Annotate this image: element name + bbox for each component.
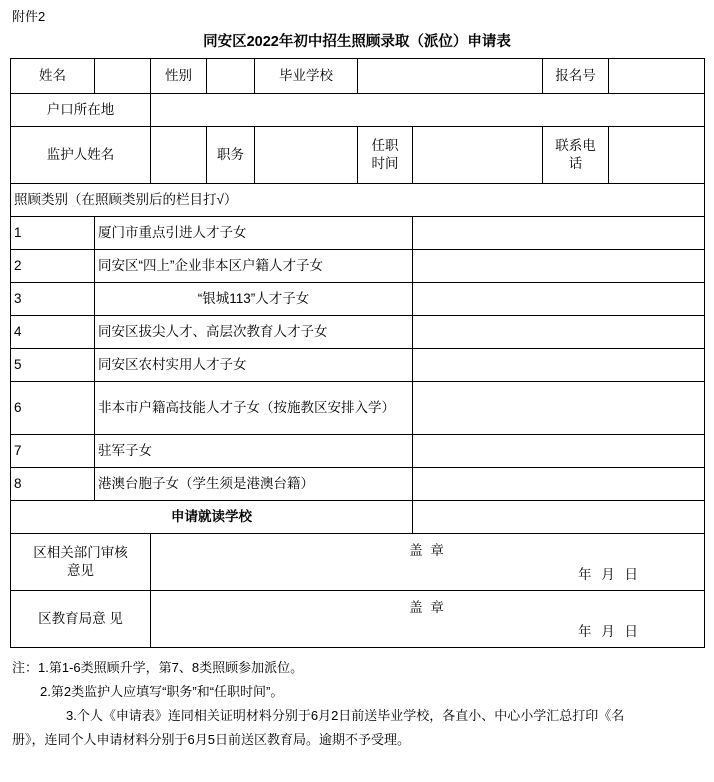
category-check[interactable] xyxy=(413,217,705,250)
application-form-table xyxy=(10,58,705,648)
phone-label-line2: 话 xyxy=(568,156,583,171)
category-check[interactable] xyxy=(413,382,705,435)
category-index: 4 xyxy=(11,316,95,349)
table-row xyxy=(11,349,705,382)
name-value[interactable] xyxy=(95,59,151,94)
category-label: 驻军子女 xyxy=(95,435,413,468)
notes-heading: 注： xyxy=(12,660,39,675)
table-row xyxy=(11,435,705,468)
position-label: 职务 xyxy=(207,127,255,184)
note-item-1 xyxy=(10,656,704,680)
category-index: 3 xyxy=(11,283,95,316)
name-label: 姓名 xyxy=(11,59,95,94)
appointment-time-value[interactable] xyxy=(413,127,543,184)
table-row-household xyxy=(11,94,705,127)
stamp-text: 盖 章 xyxy=(409,543,446,558)
table-row-category-header xyxy=(11,184,705,217)
position-value[interactable] xyxy=(255,127,358,184)
bureau-label: 区教育局意 见 xyxy=(11,591,151,648)
category-header: 照顾类别（在照顾类别后的栏目打√） xyxy=(11,184,705,217)
date-text: 年 月 日 xyxy=(577,624,641,639)
table-row-bureau-opinion xyxy=(11,591,705,648)
category-label: 同安区农村实用人才子女 xyxy=(95,349,413,382)
table-row xyxy=(11,382,705,435)
apply-school-value[interactable] xyxy=(413,501,705,534)
table-row xyxy=(11,468,705,501)
category-label: 非本市户籍高技能人才子女（按施教区安排入学） xyxy=(95,382,413,435)
note-item-4: 册》，连同个人申请材料分别于6月5日前送区教育局。逾期不予受理。 xyxy=(12,732,410,747)
category-index: 6 xyxy=(11,382,95,435)
attachment-label: 附件2 xyxy=(12,9,46,24)
category-index: 8 xyxy=(11,468,95,501)
table-row-district-review xyxy=(11,534,705,591)
apply-school-label: 申请就读学校 xyxy=(11,501,413,534)
household-label: 户口所在地 xyxy=(11,94,151,127)
category-label: 厦门市重点引进人才子女 xyxy=(95,217,413,250)
appointment-time-label-line1: 任职 xyxy=(371,138,399,153)
category-index: 1 xyxy=(11,217,95,250)
category-index: 2 xyxy=(11,250,95,283)
stamp-text: 盖 章 xyxy=(409,600,446,615)
date-text: 年 月 日 xyxy=(577,567,641,582)
gender-value[interactable] xyxy=(207,59,255,94)
category-index: 5 xyxy=(11,349,95,382)
table-row xyxy=(11,316,705,349)
phone-label-line1: 联系电 xyxy=(555,138,596,153)
district-dept-label xyxy=(11,534,151,591)
graduation-school-value[interactable] xyxy=(358,59,543,94)
gender-label: 性别 xyxy=(151,59,207,94)
note-item-3: 3.个人《申请表》连同相关证明材料分别于6月2日前送毕业学校，各直小、中心小学汇总打印《名 xyxy=(66,708,625,723)
page-title: 同安区2022年初中招生照顾录取（派位）申请表 xyxy=(203,34,511,50)
note-item-2: 2.第2类监护人应填写“职务”和“任职时间”。 xyxy=(40,684,284,699)
category-label: “银城113”人才子女 xyxy=(95,283,413,316)
registration-no-value[interactable] xyxy=(609,59,705,94)
registration-no-label: 报名号 xyxy=(543,59,609,94)
table-row xyxy=(11,250,705,283)
district-dept-label-line1: 区相关部门审核 xyxy=(33,545,128,560)
category-label: 同安区“四上”企业非本区户籍人才子女 xyxy=(95,250,413,283)
table-row-basic-info xyxy=(11,59,705,94)
phone-value[interactable] xyxy=(609,127,705,184)
notes-section xyxy=(10,656,704,752)
category-check[interactable] xyxy=(413,468,705,501)
category-label: 港澳台胞子女（学生须是港澳台籍） xyxy=(95,468,413,501)
guardian-name-value[interactable] xyxy=(151,127,207,184)
category-index: 7 xyxy=(11,435,95,468)
category-check[interactable] xyxy=(413,349,705,382)
graduation-school-label: 毕业学校 xyxy=(255,59,358,94)
appointment-time-label xyxy=(358,127,413,184)
guardian-name-label: 监护人姓名 xyxy=(11,127,151,184)
table-row-guardian xyxy=(11,127,705,184)
appointment-time-label-line2: 时间 xyxy=(371,156,399,171)
note-text-1: 1.第1-6类照顾升学，第7、8类照顾参加派位。 xyxy=(38,660,304,675)
category-check[interactable] xyxy=(413,283,705,316)
category-check[interactable] xyxy=(413,250,705,283)
table-row xyxy=(11,217,705,250)
bureau-stamp-area[interactable] xyxy=(151,591,705,648)
category-check[interactable] xyxy=(413,435,705,468)
table-row-apply-school xyxy=(11,501,705,534)
category-check[interactable] xyxy=(413,316,705,349)
household-value[interactable] xyxy=(151,94,705,127)
district-dept-label-line2: 意见 xyxy=(67,563,94,578)
phone-label xyxy=(543,127,609,184)
district-dept-stamp-area[interactable] xyxy=(151,534,705,591)
table-row xyxy=(11,283,705,316)
category-label: 同安区拔尖人才、高层次教育人才子女 xyxy=(95,316,413,349)
